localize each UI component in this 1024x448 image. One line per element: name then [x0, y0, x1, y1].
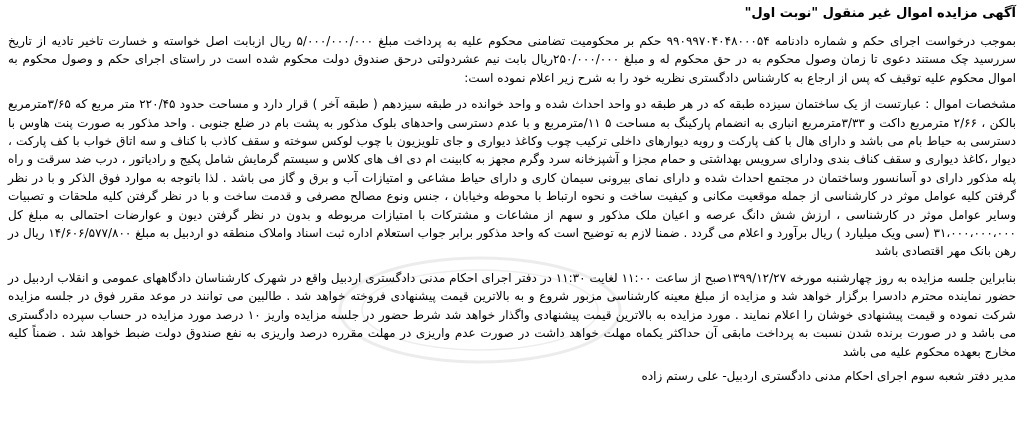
notice-title: آگهی مزایده اموال غیر منقول "نوبت اول": [744, 6, 1016, 21]
notice-paragraph-property-details: مشخصات اموال : عبارتست از یک ساختمان سیزده طبقه که در هر طبقه دو واحد احداث شده و واحد خوانده در طبقه سیزدهم ( طبقه آخر ) قرار دارد و مساحت حدود ۲۲۰/۴۵ متر مربع که ۳/۶۵مترمربع بالکن ، ۲/۶۶ مترمربع داکت و ۳/۳۳مترمربع انباری به انضمام پارکینگ به مساحت ۵ ۱۱/مترمربع و با عدم دسترسی واحدهای بلوک مذکور به پشت بام در ضلع جنوبی . واحد مذکور به صورت پنت هاوس با دسترسی به حیاط بام می باشد و دارای هال با کف پارکت و رویه دیوارهای داخلی ترکیب چوب وکاغذ دیواری و جای تلویزیون با چوب لوکس سوخته و سقف کاذب با کناف و سه اتاق خواب با کف پارکت ، دیوار ،کاغذ دیواری و سقف کناف بندی ودارای سرویس بهداشتی و حمام مجزا و آشپزخانه سرد وگرم مجهز به کابینت ام دی اف های کلاس و سیستم گرمایش شامل پکیج و رادیاتور ، درب ضد سرقت و راه پله مذکور دارای دو آسانسور وساختمان در مجتمع احداث شده و دارای نمای بیرونی سیمان کاری و دارای حیاط مشاعی و امتیازات آب و برق و گاز می باشد . لذا باتوجه به موارد فوق الذکر و با در نظر گرفتن کلیه عوامل موثر در کارشناسی از جمله موقعیت مکانی و کیفیت ساخت و نحوه ارتباط با محوطه وخیابان ، جنس ونوع مصالح مصرفی و قدمت ساخت و با در نظر گرفتن کلیه ملحقات و تصبیات وسایر عوامل موثر در کارشناسی ، ارزش شش دانگ عرصه و اعیان ملک مذکور و سهم از مشاعات و مشترکات با امتیازات مربوطه و بدون در نظر گرفتن دیون و عوارضات احتمالی به مبلغ کل ۳۱،۰۰۰،۰۰۰،۰۰۰ (سی ویک میلیارد ) ریال برآورد و اعلام می گردد . ضمنا لازم به توضیح است که واحد مذکور برابر جواب استعلام اداره ثبت اسناد واملاک منطقه دو اردبیل به مبلغ ۱۴/۶۰۶/۵۷۷/۸۰۰ ریال در رهن بانک مهر اقتصادی باشد: [8, 97, 1017, 259]
notice-paragraph-auction-terms: بنابراین جلسه مزایده به روز چهارشنبه مورخه ۱۳۹۹/۱۲/۲۷صبح از ساعت ۱۱:۰۰ لغایت ۱۱:۳۰ در دفتر اجرای احکام مدنی دادگستری اردبیل واقع در شهرک کارشناسان دادگاههای عمومی و انقلاب اردبیل در حضور نماینده محترم دادسرا برگزار خواهد شد و مزایده از مبلغ معینه کارشناسی مزبور شروع و به بالاترین قیمت پیشنهادی فروخته خواهد شد . طالبین می توانند در موعد مقرر فوق در جلسه مزایده شرکت نموده و قیمت پیشنهادی خوشان را اعلام نمایند . مورد مزایده به بالاترین قیمت پیشنهادی واگذار خواهد شد شرط حضور در جلسه مزایده واریز ۱۰ درصد مورد مزایده در حساب سپرده دادگستری می باشد و در صورت برنده شدن نسبت به پرداخت مابقی آن حداکثر یکماه مهلت خواهد داشت در صورت عدم واریزی در مهلت مقرره درصد واریزی به نفع صندوق دولت ضبط خواهد شد . ضمناً کلیه مخارج بعهده محکوم علیه می باشد: [8, 270, 1017, 359]
notice-paragraph-intro: بموجب درخواست اجرای حکم و شماره دادنامه ۹۹۰۹۹۷۰۴۰۴۸۰۰۰۵۴ حکم بر محکومیت تضامنی محکوم علیه به پرداخت مبلغ ۵/۰۰۰/۰۰۰/۰۰۰ ریال ازبابت اصل خواسته و خسارت تاخیر تادیه از تاریخ سررسید چک مستند دعوی تا زمان وصول محکوم به در حق محکوم له و مبلغ ۲۵۰/۰۰۰/۰۰۰ریال بابت نیم عشردولتی درحق صندوق دولت محکوم شده است در راستای اجرای حکم و وصول محکوم به اموال محکوم علیه توقیف که پس از ارجاع به کارشناس دادگستری نظریه خود را به شرح زیر اعلام نموده است:: [8, 34, 1017, 85]
notice-signature: مدیر دفتر شعبه سوم اجرای احکام مدنی دادگستری اردبیل- علی رستم زاده: [641, 368, 1016, 383]
